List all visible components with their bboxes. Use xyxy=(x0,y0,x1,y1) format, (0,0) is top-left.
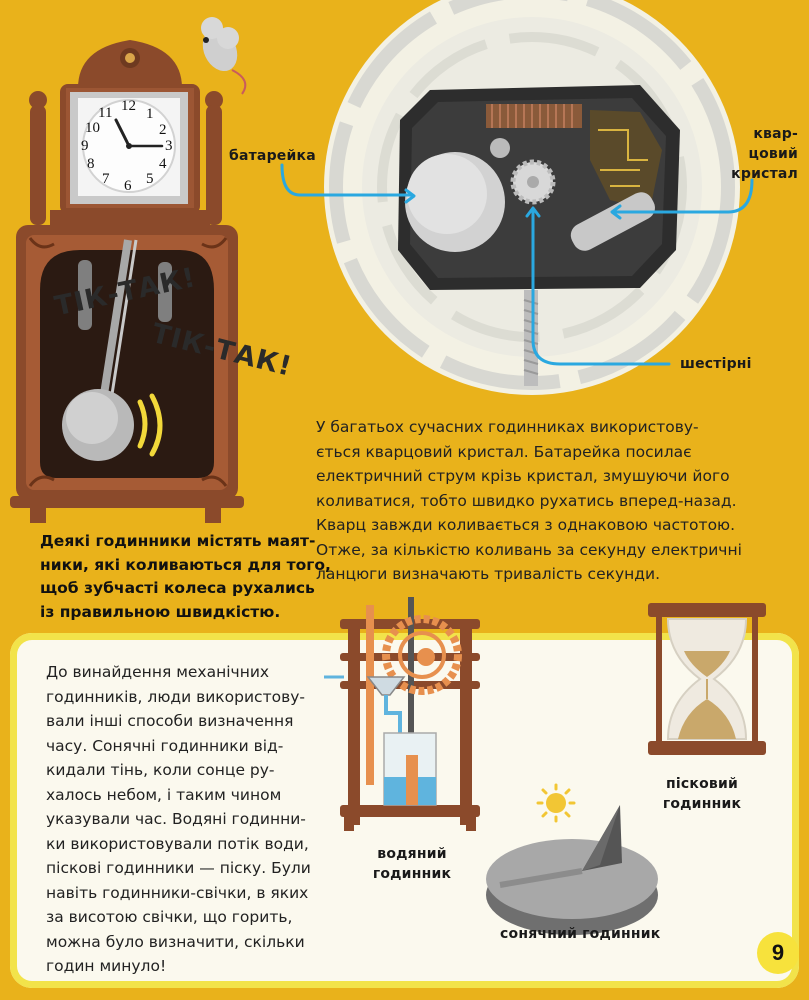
hourglass-label: пісковий годинник xyxy=(662,776,742,812)
clock-numeral: 8 xyxy=(87,156,95,172)
clock-numeral: 2 xyxy=(159,122,167,138)
water-clock-illustration xyxy=(324,597,480,831)
hourglass-illustration xyxy=(648,603,766,755)
clock-numeral: 6 xyxy=(124,178,132,194)
clock-numeral: 11 xyxy=(98,105,113,121)
quartz-paragraph: У багатьох сучасних годинниках використову- ється кварцовий кристал. Батарейка посилає електричний струм крізь кристал, змушуючи його коливатися, тобто швидко рухатись вперед-назад. Кварц завжди коливається з однаковою частотою. Отже, за кількістю коливань за секунду електричні ланцюги визначають тривалість секунди. xyxy=(316,418,742,583)
tick-tock-text-2: ТІК-ТАК! xyxy=(148,318,296,383)
sundial-illustration xyxy=(486,805,658,935)
mouse-icon xyxy=(196,17,245,94)
clock-numeral: 5 xyxy=(146,171,154,187)
page-number: 9 xyxy=(757,932,799,974)
sundial-label: сонячний годинник xyxy=(500,926,661,942)
clock-numeral: 9 xyxy=(81,138,89,154)
clock-numeral: 12 xyxy=(121,98,136,114)
clock-face xyxy=(83,100,175,192)
clock-numeral: 3 xyxy=(165,138,173,154)
battery-label: батарейка xyxy=(229,148,316,164)
tick-tock-text-1: ТІК-ТАК! xyxy=(52,262,199,323)
clock-numeral: 10 xyxy=(85,120,100,136)
sun-icon xyxy=(538,785,574,821)
clock-numeral: 1 xyxy=(146,106,154,122)
water-clock-label: водяний годинник xyxy=(372,846,452,882)
clock-numeral: 4 xyxy=(159,156,167,172)
quartz-crystal-label: квар- цовий кристал xyxy=(731,126,798,182)
history-paragraph: До винайдення механічних годинників, люди використову- вали інші способи визначення часу. Сонячні годинники від- кидали тінь, коли сонце ру- халось небом, і таким чином указували час. Водяні годинни- ки використовували потік води, піскові годинники — піску. Були навіть годинники-свічки, в яких за висотою свічки, що горить, можна було визначити, скільки годин минуло! xyxy=(46,663,311,975)
gears-label: шестірні xyxy=(680,356,752,372)
clock-numeral: 7 xyxy=(102,171,110,187)
pendulum-caption: Деякі годинники містять маят- ники, які коливаються для того, щоб зубчасті колеса рухались із правильною швидкістю. xyxy=(40,532,331,621)
